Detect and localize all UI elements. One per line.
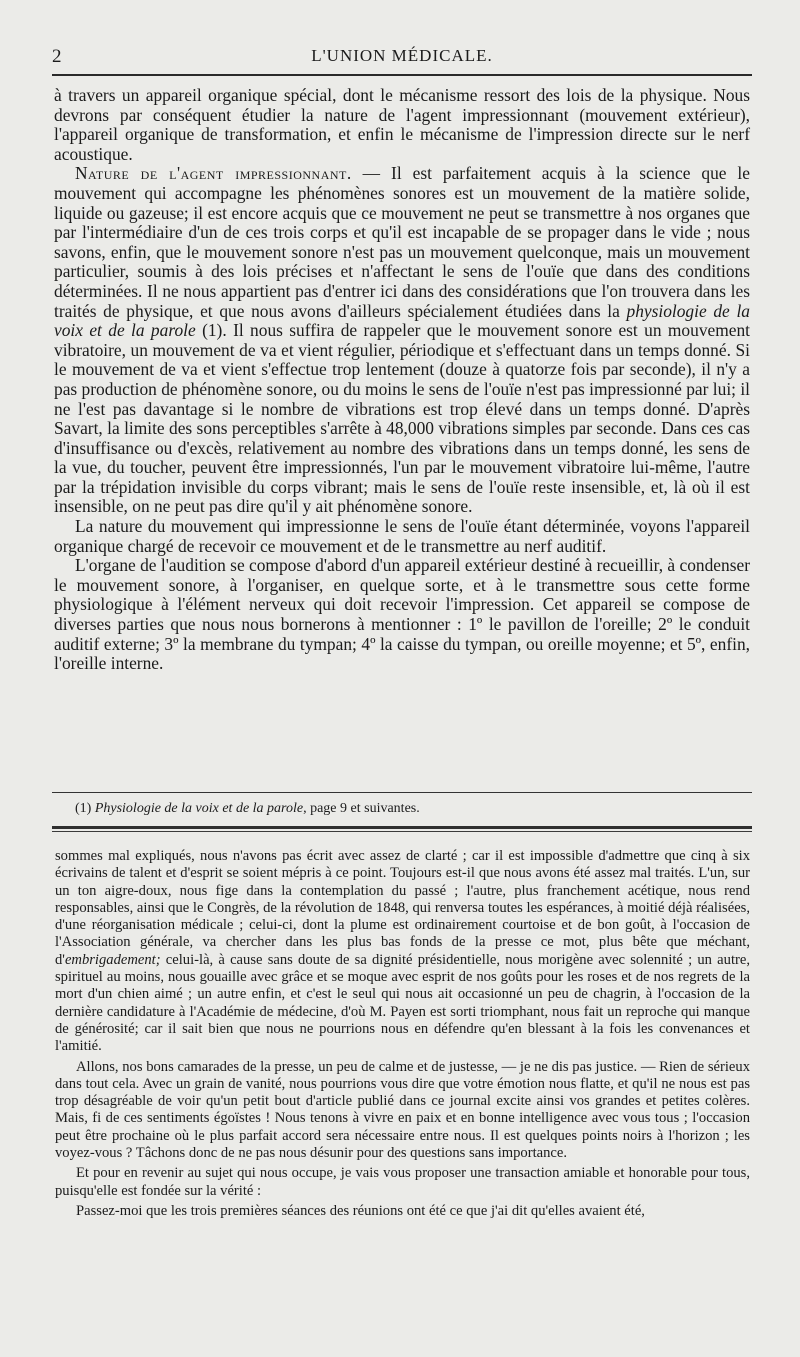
paragraph — [54, 164, 750, 517]
footnote-text: , page 9 et suivantes. — [303, 801, 420, 816]
paragraph: L'organe de l'audition se compose d'abord d'un appareil extérieur destiné à recueillir, à condenser le mouvement sonore, à l'organiser, en quelque sorte, et à le transmettre sous cette forme physiologique à l'élément nerveux qui doit recevoir l'impression. Cet appareil se compose de diverses parties que nous nous bornerons à mentionner : 1º le pavillon de l'oreille; 2º le conduit auditif externe; 3º la membrane du tympan; 4º la caisse du tympan, ou oreille moyenne; et 5º, enfin, l'oreille interne. — [54, 555, 750, 674]
paragraph: Passez-moi que les trois premières séances des réunions ont été ce que j'ai dit qu'elles avaient été, — [76, 1202, 645, 1219]
header-rule — [52, 74, 752, 76]
paragraph: Allons, nos bons camarades de la presse, un peu de calme et de justesse, — je ne dis pas justice. — Rien de sérieux dans tout cela. Avec un grain de vanité, nous pourrions vous dire que votre émotion nous flatte, et qu'il ne nous est pas trop désagréable de voir qu'un petit bout d'article publié dans ce journal excite ainsi vos grandes et petites colères. Mais, fi de ces sentiments égoïstes ! Nous tenons à vivre en paix et en bonne intelligence avec vous tous ; l'occasion peut être prochaine où le plus parfait accord sera nécessaire entre nous. Il est quelques points noirs à l'horizon ; les voyez-vous ? Tâchons donc de ne pas nous désunir pour des questions sans importance. — [55, 1058, 750, 1162]
paragraph-text: celui-là, à cause sans doute de sa dignité présidentielle, nous morigène avec solennité ; un autre, spirituel au moins, nous gouaille avec grâce et se moque avec esprit de nos goûts pour les roses et de nos regrets de la mort d'un chien aimé ; un autre enfin, et c'est le seul qui nous ait occasionné un peu de chagrin, à l'occasion de la dernière candidature à l'Académie de médecine, d'où M. Payen est sorti triomphant, nous fait un reproche qui manque de générosité; car il sait bien que nous ne pourrions nous en défendre qu'en blessant à la fois les convenances et l'amitié. — [55, 951, 750, 1055]
footnote-title: Physiologie de la voix et de la parole — [94, 801, 304, 816]
section-divider — [52, 826, 752, 834]
feuilleton-body — [55, 848, 750, 1220]
paragraph-text: sommes mal expliqués, nous n'avons pas écrit avec assez de clarté ; car il est impossible d'admettre que cinq à six écrivains de talent et d'esprit se soient mépris à ce point. Toujours est-il que nous avons été assez mal traités. L'un, sur un ton aigre-doux, nous fige dans la contemplation du passé ; l'autre, plus franchement acétique, nous rend responsables, ainsi que le Congrès, de la révolution de 1848, qui renversa toutes les espérances, à moitié déjà réalisées, d'une réorganisation médicale ; celui-ci, dont la plume est ordinairement courtoise et de bon goût, à l'occasion de l'Association générale, va chercher dans les plus bas fonds de la presse ce mot, plus bête que méchant, d' — [55, 848, 750, 968]
footnote — [75, 800, 750, 818]
section-heading: Nature de l'agent impressionnant. — [75, 163, 352, 184]
page-number: 2 — [52, 46, 62, 67]
paragraph: à travers un appareil organique spécial, dont le mécanisme ressort des lois de la physique. Nous devrons par conséquent étudier la nature de l'agent impressionnant (mouvement extérieur), l'appareil organique de transformation, et enfin le mécanisme de l'impression directe sur le nerf acoustique. — [54, 85, 750, 164]
paragraph — [55, 848, 750, 1056]
footnote-marker: (1) — [75, 801, 92, 816]
article-body — [54, 86, 750, 674]
italic-title: physiologie de la voix et de la parole — [54, 300, 750, 341]
footnote-separator — [52, 792, 752, 793]
paragraph: Et pour en revenir au sujet qui nous occupe, je vais vous proposer une transaction amiable et honorable pour tous, puisqu'elle est fondée sur la vérité : — [55, 1165, 750, 1199]
page-header — [52, 44, 752, 74]
italic-word: embrigadement; — [64, 951, 161, 968]
paragraph-text: — Il est parfaitement acquis à la science que le mouvement qui accompagne les phénomènes sonores est un mouvement de la matière solide, liquide ou gazeuse; il est encore acquis que ce mouvement ne peut se transmettre à nos organes que par l'intermédiaire d'un de ces trois corps et qu'il est incapable de se propager dans le vide ; nous savons, enfin, que le mouvement sonore n'est pas un mouvement quelconque, mais un mouvement particulier, soumis à des lois précises et n'affectant le sens de l'ouïe que dans des conditions déterminées. Il ne nous appartient pas d'entrer ici dans des considérations que l'on trouvera dans les traités de physique, et que nous avons d'ailleurs spécialement étudiées dans la — [54, 163, 750, 321]
paragraph: La nature du mouvement qui impressionne le sens de l'ouïe étant déterminée, voyons l'appareil organique chargé de recevoir ce mouvement et de le transmettre au nerf auditif. — [54, 516, 750, 556]
running-title: L'UNION MÉDICALE. — [311, 46, 493, 65]
paragraph-text: (1). Il nous suffira de rappeler que le mouvement sonore est un mouvement vibratoire, un mouvement de va et vient régulier, périodique et s'effectuant dans un temps donné. Si le mouvement de va et vient s'effectue trop lentement (douze à quatorze fois par seconde), il n'y a pas production de phénomène sonore, ou du moins le sens de l'ouïe n'est pas impressionné par lui; il ne l'est pas davantage si le nombre de vibrations est trop élevé dans un temps donné. D'après Savart, la limite des sons perceptibles s'arrête à 48,000 vibrations simples par seconde. Dans ces cas d'insuffisance ou d'excès, relativement au nombre des vibrations dans un temps donné, les sens de la vue, du toucher, peuvent être impressionnés, l'un par le mouvement vibratoire lui-même, l'autre par la trépidation invisible du corps vibrant; mais le sens de l'ouïe reste insensible, et, là où il est insensible, on ne peut pas dire qu'il y ait phénomène sonore. — [54, 320, 751, 517]
